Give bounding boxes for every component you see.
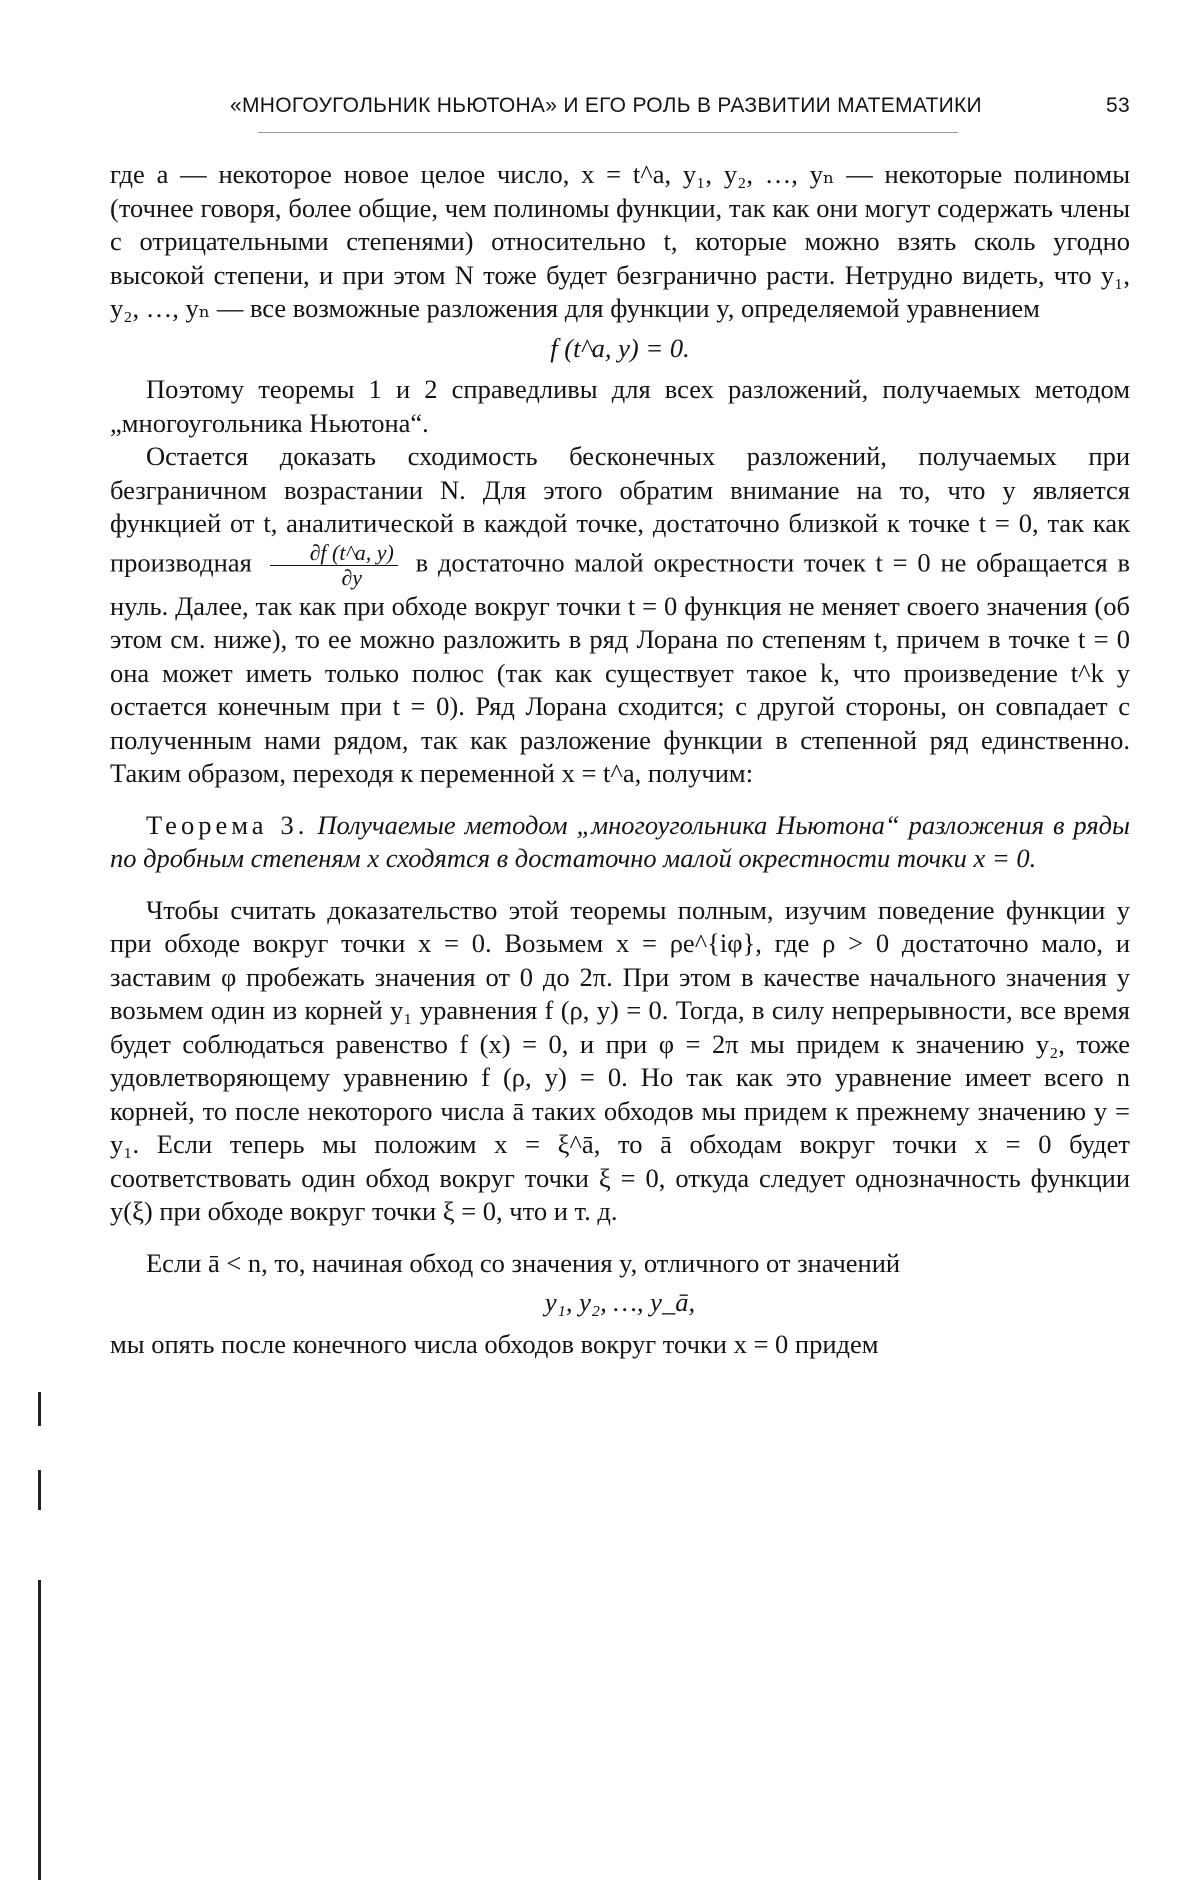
page-number: 53: [1106, 94, 1130, 117]
header-rule: [258, 132, 958, 133]
paragraph-3a: Остается доказать сходимость бесконечных разложений, получаемых при безграничном возрастании N. Для этого обратим внимание на то, что y является функцией от t, аналитической в каждой точке, достаточно близкой к точке t = 0, так как производная: [110, 441, 1130, 578]
paragraph-2: Поэтому теоремы 1 и 2 справедливы для всех разложений, получаемых методом „многоугольника Ньютона“.: [110, 374, 1130, 438]
paragraph-5: Если ā < n, то, начиная обход со значения y, отличного от значений: [146, 1247, 901, 1278]
margin-mark: [38, 1392, 41, 1426]
fraction-numerator: ∂f (t^a, y): [270, 541, 398, 566]
body-text: [110, 158, 1130, 1361]
paragraph-3: [110, 440, 1130, 791]
margin-mark: [38, 1470, 41, 1510]
theorem-statement: Получаемые методом „многоугольника Ньютона“ разложения в ряды по дробным степеням x сходятся в достаточно малой окрестности точки x = 0.: [110, 809, 1130, 873]
formula-1: f (t^a, y) = 0.: [550, 332, 690, 363]
formula-2: y₁, y₂, …, y_ā,: [544, 1287, 696, 1317]
paragraph-6: мы опять после конечного числа обходов вокруг точки x = 0 придем: [110, 1328, 879, 1359]
paragraph-3b: в достаточно малой окрестности точек t = 0 не обращается в нуль. Далее, так как при обходе вокруг точки t = 0 функция не меняет своего значения (об этом см. ниже), то ее можно разложить в ряд Лорана по степеням t, причем в точке t = 0 она может иметь только полюс (так как существует такое k, что произведение t^k y остается конечным при t = 0). Ряд Лорана сходится; с другой стороны, он совпадает с полученным нами рядом, так как разложение функции в степенной ряд единственно. Таким образом, переходя к переменной x = t^a, получим:: [110, 547, 1131, 788]
margin-mark: [38, 1580, 41, 1880]
running-title: «МНОГОУГОЛЬНИК НЬЮТОНА» И ЕГО РОЛЬ В РАЗВИТИИ МАТЕМАТИКИ: [230, 94, 982, 117]
paragraph-1: где a — некоторое новое целое число, x = t^a, y₁, y₂, …, yₙ — некоторые полиномы (точнее говоря, более общие, чем полиномы функции, так как они могут содержать члены с отрицательными степенями) относительно t, которые можно взять сколь угодно высокой степени, и при этом N тоже будет безгранично расти. Нетрудно видеть, что y₁, y₂, …, yₙ — все возможные разложения для функции y, определяемой уравнением: [110, 159, 1130, 323]
theorem-3: [110, 809, 1130, 876]
fraction-denominator: ∂y: [341, 564, 363, 590]
paragraph-4: Чтобы считать доказательство этой теоремы полным, изучим поведение функции y при обходе вокруг точки x = 0. Возьмем x = ρe^{iφ}, где ρ > 0 достаточно мало, и заставим φ пробежать значения от 0 до 2π. При этом в качестве начального значения y возьмем один из корней y₁ уравнения f (ρ, y) = 0. Тогда, в силу непрерывности, все время будет соблюдаться равенство f (x) = 0, и при φ = 2π мы придем к значению y₂, тоже удовлетворяющему уравнению f (ρ, y) = 0. Но так как это уравнение имеет всего n корней, то после некоторого числа ā таких обходов мы придем к прежнему значению y = y₁. Если теперь мы положим x = ξ^ā, то ā обходам вокруг точки x = 0 будет соответствовать один обход вокруг точки ξ = 0, откуда следует однозначность функции y(ξ) при обходе вокруг точки ξ = 0, что и т. д.: [110, 894, 1130, 1226]
theorem-label: Теорема 3.: [146, 809, 309, 840]
derivative-fraction: [270, 541, 398, 590]
